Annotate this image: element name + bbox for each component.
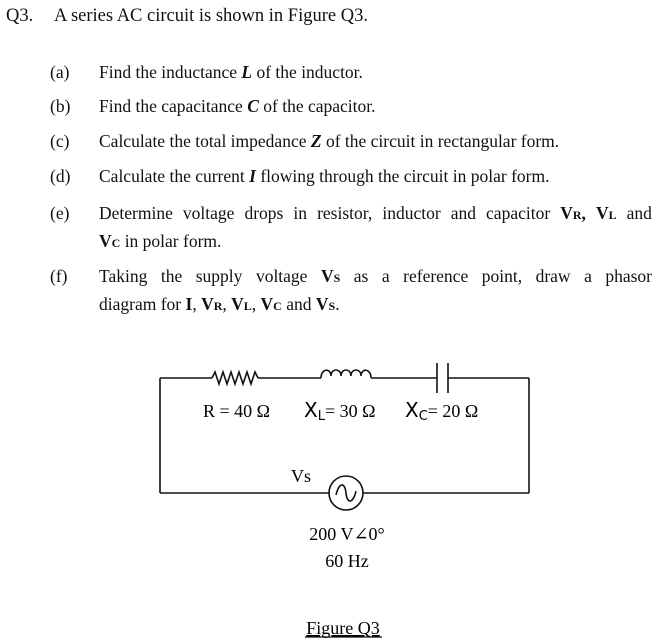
source-voltage: 200 V∠0° [309,524,385,544]
figure-caption: Figure Q3 [306,618,380,638]
inductor-label: XL= 30 Ω [304,398,376,424]
part-e-line-1: Determine voltage drops in resistor, inductor and capacitor VR, VL and [99,203,652,223]
question-number: Q3. [6,6,34,26]
question-intro: A series AC circuit is shown in Figure Q3. [54,6,368,26]
part-text: Calculate the total impedance Z of the circuit in rectangular form. [99,131,560,151]
inductor-symbol [321,370,371,378]
part-f-line-1: Taking the supply voltage VS as a reference point, draw a phasor [99,266,652,286]
part-f-line-2: diagram for I, VR, VL, VC and VS. [99,294,340,314]
source-label: Vs [291,466,312,486]
part-label: (d) [50,166,71,186]
part-label: (b) [50,96,71,116]
capacitor-label: XC= 20 Ω [405,398,479,424]
resistor-symbol [212,372,258,384]
part-label: (c) [50,131,70,151]
part-label: (f) [50,266,68,286]
part-text: Calculate the current I flowing through the circuit in polar form. [99,166,550,186]
ac-wave-icon [336,485,356,501]
resistor-label: R = 40 Ω [203,401,271,421]
part-label: (e) [50,203,70,223]
source-frequency: 60 Hz [325,551,369,571]
part-label: (a) [50,62,70,82]
part-text: Find the inductance L of the inductor. [99,62,363,82]
part-e-line-2: VC in polar form. [99,231,222,251]
part-text: Find the capacitance C of the capacitor. [99,96,376,116]
